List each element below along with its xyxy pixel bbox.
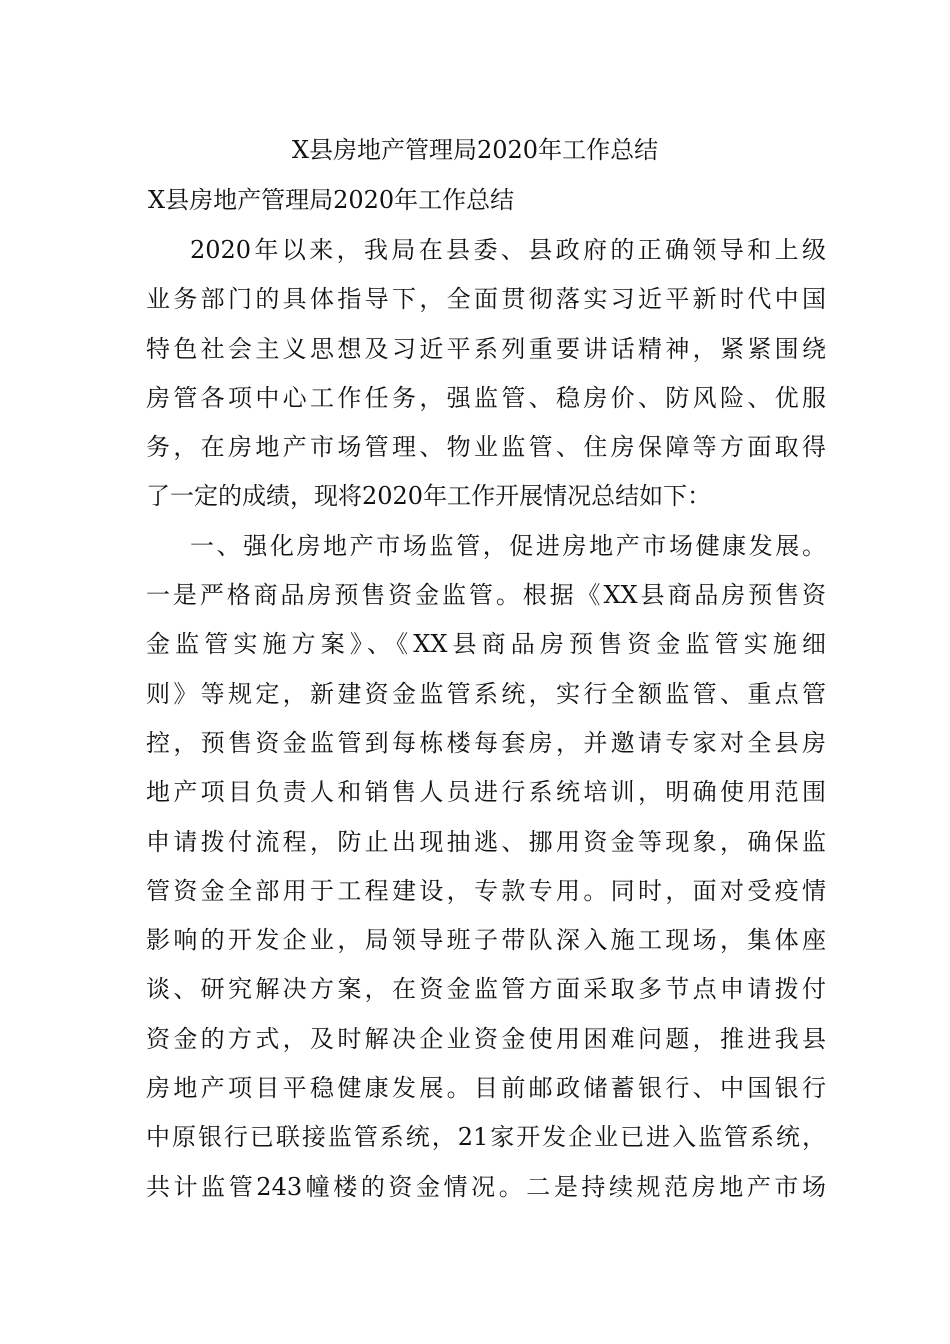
paragraph-line: 房地产项目平稳健康发展。目前邮政储蓄银行、中国银行 [146,1074,826,1103]
paragraph-line: 管资金全部用于工程建设，专款专用。同时，面对受疫情 [146,876,826,905]
paragraph-line: 业务部门的具体指导下，全面贯彻落实习近平新时代中国 [146,285,826,314]
paragraph-line: 控，预售资金监管到每栋楼每套房，并邀请专家对全县房 [146,728,826,757]
paragraph-line: 一是严格商品房预售资金监管。根据《XX县商品房预售资 [146,581,826,610]
paragraph-line: 2020年以来，我局在县委、县政府的正确领导和上级 [190,236,826,264]
paragraph-line: 房管各项中心工作任务，强监管、稳房价、防风险、优服 [146,383,826,412]
paragraph-line: 特色社会主义思想及习近平系列重要讲话精神，紧紧围绕 [146,334,826,363]
paragraph-line: 一、强化房地产市场监管，促进房地产市场健康发展。 [190,531,826,560]
paragraph-line: 了一定的成绩，现将2020年工作开展情况总结如下： [146,482,712,511]
paragraph-line: 务，在房地产市场管理、物业监管、住房保障等方面取得 [146,433,826,462]
paragraph-line: 谈、研究解决方案，在资金监管方面采取多节点申请拨付 [146,975,826,1004]
document-subtitle: X县房地产管理局2020年工作总结 [148,186,515,214]
paragraph-line: 中原银行已联接监管系统，21家开发企业已进入监管系统， [146,1123,826,1152]
paragraph-line: 则》等规定，新建资金监管系统，实行全额监管、重点管 [146,679,826,708]
paragraph-line: 地产项目负责人和销售人员进行系统培训，明确使用范围 [146,778,826,807]
document-title: X县房地产管理局2020年工作总结 [291,136,659,164]
paragraph-line: 金监管实施方案》、《XX县商品房预售资金监管实施细 [146,630,826,659]
paragraph-line: 共计监管243幢楼的资金情况。二是持续规范房地产市场 [146,1172,826,1201]
paragraph-line: 资金的方式，及时解决企业资金使用困难问题，推进我县 [146,1024,826,1053]
paragraph-line: 影响的开发企业，局领导班子带队深入施工现场，集体座 [146,926,826,955]
document-body [146,226,826,1212]
paragraph-line: 申请拨付流程，防止出现抽逃、挪用资金等现象，确保监 [146,827,826,856]
